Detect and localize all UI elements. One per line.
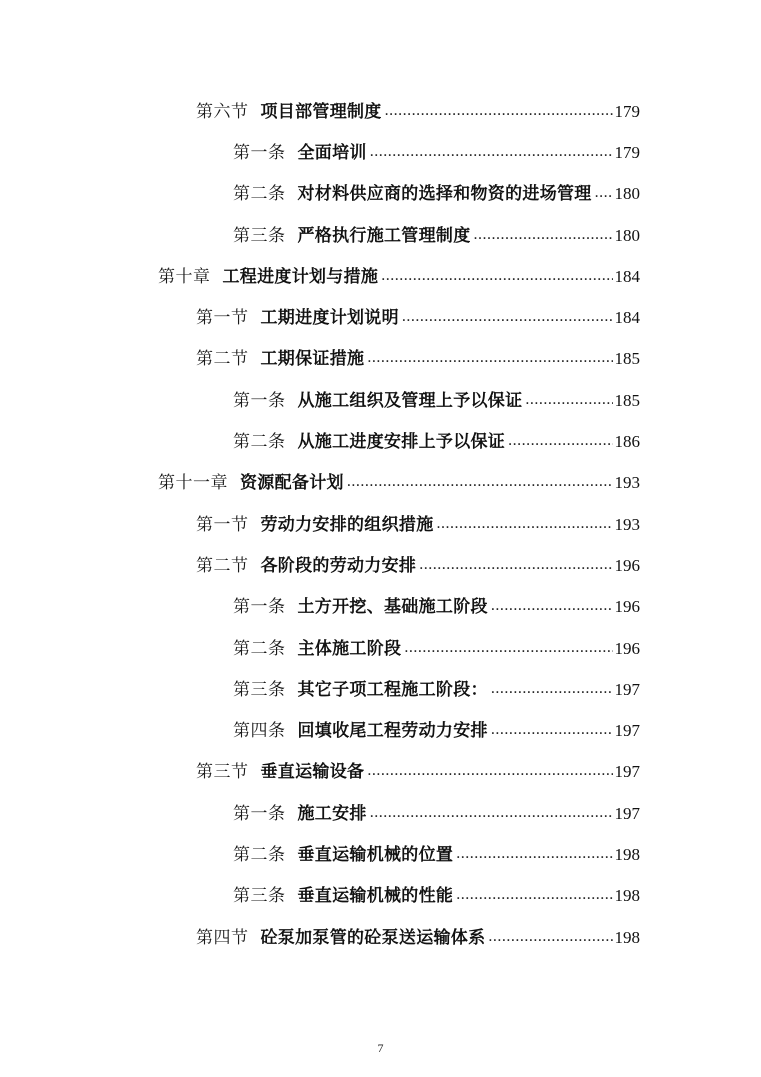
toc-entry-content	[233, 144, 640, 162]
toc-entry-title: 全面培训	[297, 142, 367, 163]
toc-entry-number: 第一节	[196, 514, 249, 535]
toc-entry-content	[196, 516, 640, 534]
toc-entry-content	[233, 598, 640, 616]
toc-entry[interactable]	[0, 380, 761, 421]
toc-entry-content	[196, 929, 640, 947]
toc-entry[interactable]	[0, 421, 761, 462]
toc-entry-number: 第三条	[233, 225, 286, 246]
toc-entry-number: 第二条	[233, 844, 286, 865]
toc-entry-content	[233, 433, 640, 451]
toc-entry-number: 第十章	[158, 266, 211, 287]
toc-entry-number: 第四节	[196, 927, 249, 948]
toc-dot-leader	[419, 556, 612, 573]
toc-entry[interactable]	[0, 297, 761, 338]
toc-dot-leader	[508, 432, 612, 449]
toc-entry-page: 185	[614, 349, 640, 369]
toc-entry[interactable]	[0, 793, 761, 834]
toc-entry-title: 垂直运输设备	[260, 762, 365, 783]
toc-entry-number: 第一条	[233, 142, 286, 163]
toc-entry-page: 198	[614, 886, 640, 906]
toc-entry-page: 193	[614, 473, 640, 493]
toc-entry-title: 施工安排	[297, 803, 367, 824]
toc-entry[interactable]	[0, 504, 761, 545]
toc-entry[interactable]	[0, 256, 761, 297]
toc-entry[interactable]	[0, 710, 761, 751]
toc-entry-title: 项目部管理制度	[260, 101, 382, 122]
toc-entry-content	[233, 846, 640, 864]
toc-entry-content	[233, 887, 640, 905]
toc-entry-page: 179	[614, 142, 640, 162]
toc-entry-content	[233, 392, 640, 410]
table-of-contents	[0, 91, 761, 958]
toc-entry-title: 工程进度计划与措施	[222, 266, 379, 287]
toc-entry[interactable]	[0, 917, 761, 958]
toc-entry-page: 184	[614, 308, 640, 328]
toc-dot-leader	[525, 391, 612, 408]
toc-dot-leader	[491, 680, 613, 697]
toc-entry-content	[233, 722, 640, 740]
toc-entry-title: 工期保证措施	[260, 349, 365, 370]
toc-entry[interactable]	[0, 339, 761, 380]
toc-entry-title: 各阶段的劳动力安排	[260, 555, 417, 576]
toc-entry-content	[196, 557, 640, 575]
toc-entry-page: 196	[614, 597, 640, 617]
toc-entry-page: 198	[614, 844, 640, 864]
toc-entry-title: 回填收尾工程劳动力安排	[297, 721, 488, 742]
toc-entry-number: 第二节	[196, 555, 249, 576]
toc-entry-page: 196	[614, 638, 640, 658]
toc-entry[interactable]	[0, 876, 761, 917]
toc-dot-leader	[370, 804, 613, 821]
toc-entry-page: 184	[614, 266, 640, 286]
toc-dot-leader	[347, 473, 613, 490]
toc-entry-page: 197	[614, 762, 640, 782]
toc-entry-number: 第一条	[233, 597, 286, 618]
toc-entry-number: 第二条	[233, 432, 286, 453]
toc-entry[interactable]	[0, 132, 761, 173]
toc-entry-title: 垂直运输机械的位置	[297, 844, 454, 865]
toc-entry-number: 第二节	[196, 349, 249, 370]
page-number: 7	[377, 1041, 384, 1055]
toc-entry-content	[233, 227, 640, 245]
toc-entry-number: 第六节	[196, 101, 249, 122]
toc-entry[interactable]	[0, 587, 761, 628]
toc-entry[interactable]	[0, 463, 761, 504]
toc-entry-title: 主体施工阶段	[297, 638, 402, 659]
toc-entry-title: 从施工组织及管理上予以保证	[297, 390, 523, 411]
toc-entry-content	[233, 185, 640, 203]
toc-dot-leader	[367, 349, 612, 366]
toc-entry-page: 198	[614, 927, 640, 947]
toc-entry-content	[233, 805, 640, 823]
toc-dot-leader	[488, 928, 612, 945]
toc-entry-content	[233, 681, 640, 699]
toc-entry-title: 对材料供应商的选择和物资的进场管理	[297, 184, 592, 205]
toc-entry[interactable]	[0, 669, 761, 710]
toc-entry-page: 185	[614, 390, 640, 410]
toc-dot-leader	[456, 845, 612, 862]
toc-entry-page: 193	[614, 514, 640, 534]
toc-entry-page: 197	[614, 721, 640, 741]
toc-entry-page: 197	[614, 679, 640, 699]
toc-entry-content	[196, 763, 640, 781]
toc-entry-content	[233, 640, 640, 658]
toc-entry[interactable]	[0, 174, 761, 215]
toc-entry[interactable]	[0, 91, 761, 132]
toc-dot-leader	[404, 639, 612, 656]
toc-entry-content	[158, 474, 640, 492]
toc-entry-content	[196, 309, 640, 327]
toc-entry-content	[196, 350, 640, 368]
toc-entry-number: 第一条	[233, 803, 286, 824]
toc-dot-leader	[491, 597, 613, 614]
toc-dot-leader	[474, 226, 613, 243]
toc-entry-page: 180	[614, 225, 640, 245]
toc-entry[interactable]	[0, 215, 761, 256]
toc-entry-number: 第二条	[233, 638, 286, 659]
toc-entry-page: 197	[614, 803, 640, 823]
toc-entry-title: 资源配备计划	[240, 473, 344, 494]
toc-entry[interactable]	[0, 752, 761, 793]
toc-dot-leader	[385, 102, 613, 119]
toc-dot-leader	[437, 515, 613, 532]
toc-entry-title: 劳动力安排的组织措施	[260, 514, 434, 535]
toc-entry-content	[158, 268, 640, 286]
toc-entry-page: 180	[614, 184, 640, 204]
toc-entry-number: 第二条	[233, 184, 286, 205]
toc-entry-number: 第十一章	[158, 473, 228, 494]
toc-dot-leader	[456, 886, 612, 903]
toc-entry-title: 砼泵加泵管的砼泵送运输体系	[260, 927, 486, 948]
toc-dot-leader	[381, 267, 612, 284]
toc-entry-title: 垂直运输机械的性能	[297, 886, 454, 907]
toc-entry-number: 第四条	[233, 721, 286, 742]
toc-entry-title: 其它子项工程施工阶段：	[297, 679, 488, 700]
toc-entry-title: 严格执行施工管理制度	[297, 225, 471, 246]
toc-entry[interactable]	[0, 545, 761, 586]
toc-entry-number: 第一节	[196, 308, 249, 329]
toc-entry-page: 196	[614, 555, 640, 575]
toc-dot-leader	[402, 308, 613, 325]
toc-entry-number: 第三条	[233, 679, 286, 700]
toc-entry-title: 工期进度计划说明	[260, 308, 399, 329]
toc-entry-page: 179	[614, 101, 640, 121]
toc-entry[interactable]	[0, 834, 761, 875]
toc-entry[interactable]	[0, 628, 761, 669]
toc-entry-page: 186	[614, 432, 640, 452]
toc-entry-number: 第三条	[233, 886, 286, 907]
toc-entry-content	[196, 103, 640, 121]
toc-entry-number: 第一条	[233, 390, 286, 411]
toc-dot-leader	[595, 184, 613, 201]
toc-dot-leader	[367, 762, 612, 779]
toc-entry-title: 土方开挖、基础施工阶段	[297, 597, 488, 618]
toc-dot-leader	[370, 143, 613, 160]
toc-dot-leader	[491, 721, 613, 738]
toc-entry-title: 从施工进度安排上予以保证	[297, 432, 506, 453]
toc-entry-number: 第三节	[196, 762, 249, 783]
